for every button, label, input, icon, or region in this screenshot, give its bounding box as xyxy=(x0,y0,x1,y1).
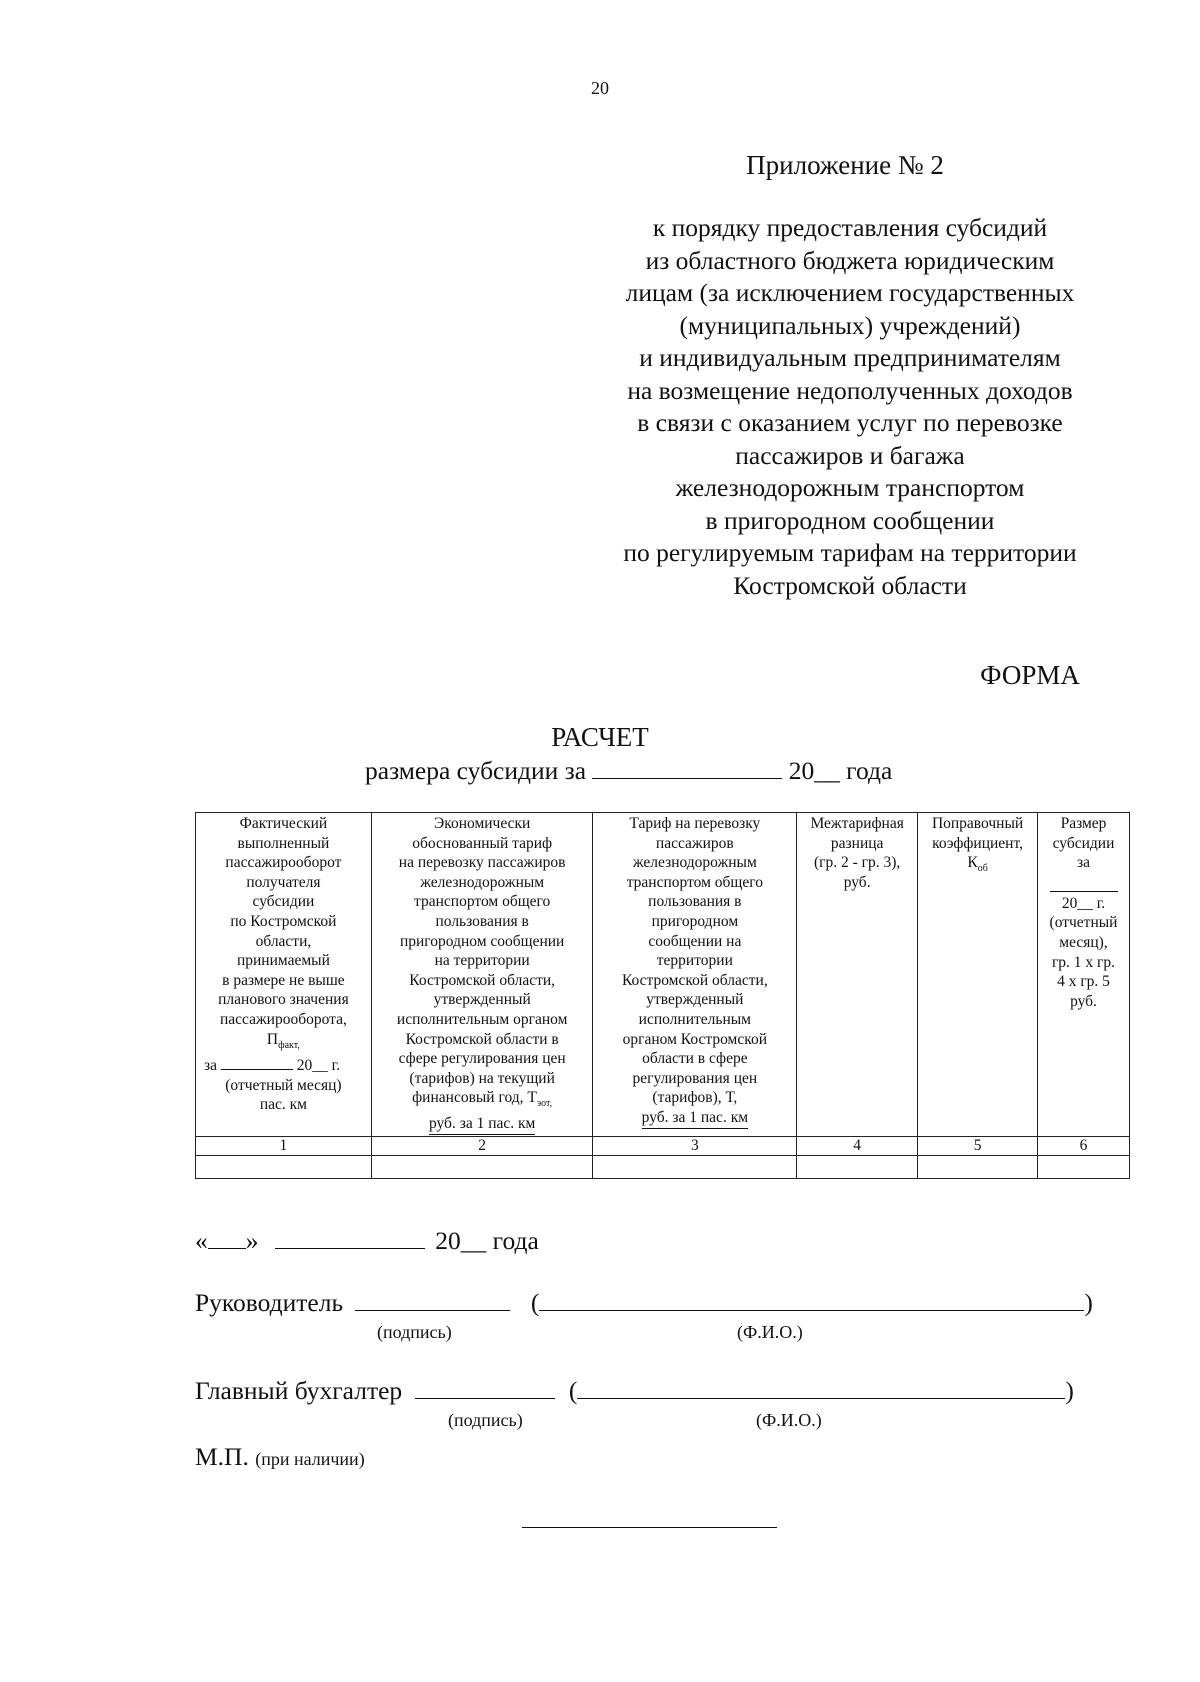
appendix-title: Приложение № 2 xyxy=(746,150,944,180)
header-line: Поправочный xyxy=(931,815,1024,832)
appendix-line: железнодорожным транспортом xyxy=(675,473,1025,502)
calculation-table xyxy=(195,812,1130,1179)
accountant-signature-blank[interactable] xyxy=(415,1378,555,1399)
header-col-3 xyxy=(593,813,797,1137)
head-name-caption: (Ф.И.О.) xyxy=(737,1322,803,1342)
header-symbol: $К_{об}$ xyxy=(967,854,988,875)
appendix-line: в пригородном сообщении xyxy=(705,505,995,535)
header-line: территории xyxy=(656,952,733,970)
header-line: утвержденный xyxy=(646,991,744,1009)
header-line: субсидии xyxy=(252,893,315,911)
header-line: руб. xyxy=(843,873,871,891)
header-line: Межтарифная xyxy=(810,815,904,832)
month-blank[interactable] xyxy=(1050,879,1118,892)
header-line: на территории xyxy=(434,952,530,970)
header-line: пассажирооборота, xyxy=(219,1010,347,1028)
data-cell[interactable] xyxy=(918,1155,1038,1178)
header-line: (тарифов), Т, xyxy=(652,1089,738,1107)
column-number: 6 xyxy=(1038,1136,1130,1155)
appendix-line: Костромской области xyxy=(733,570,967,600)
appendix-line: (муниципальных) учреждений) xyxy=(679,310,1021,340)
header-col-4 xyxy=(797,813,918,1137)
form-label: ФОРМА xyxy=(980,660,1080,690)
header-line: регулирования цен xyxy=(632,1069,758,1087)
calculation-title: РАСЧЕТ xyxy=(551,722,649,752)
header-line: планового значения xyxy=(218,991,349,1009)
header-unit: руб. за 1 пас. км xyxy=(595,1108,794,1129)
header-line: по Костромской xyxy=(230,912,337,930)
column-number: 5 xyxy=(918,1136,1038,1155)
header-line: Размер xyxy=(1060,815,1107,832)
appendix-line: пассажиров и багажа xyxy=(735,440,965,470)
appendix-line: по регулируемым тарифам на территории xyxy=(623,538,1077,567)
header-line: области, xyxy=(255,932,312,950)
header-line: принимаемый xyxy=(236,952,330,970)
header-line: (отчетный месяц) xyxy=(225,1076,342,1094)
header-line: субсидии xyxy=(1052,834,1115,852)
header-line: за xyxy=(1077,854,1091,872)
stamp-place xyxy=(195,1442,365,1472)
header-line: коэффициент, xyxy=(932,834,1023,852)
header-line: пользования в xyxy=(435,912,529,930)
header-line: сообщении на xyxy=(648,932,742,950)
header-line: исполнительным xyxy=(638,1010,751,1028)
header-line: в размере не выше xyxy=(222,971,345,989)
appendix-line: к порядку предоставления субсидий xyxy=(652,213,1048,242)
data-row xyxy=(196,1155,1130,1178)
header-line: Фактический xyxy=(239,815,328,832)
header-line: железнодорожным xyxy=(632,854,757,872)
column-number: 4 xyxy=(797,1136,918,1155)
header-col-1 xyxy=(196,813,372,1137)
header-col-6 xyxy=(1038,813,1130,1137)
page-number: 20 xyxy=(591,78,609,98)
header-line: (отчетный xyxy=(1049,914,1118,932)
month-blank[interactable] xyxy=(275,1228,425,1249)
header-line: Костромской области, xyxy=(621,971,768,989)
data-cell[interactable] xyxy=(1038,1155,1130,1178)
column-number: 2 xyxy=(371,1136,593,1155)
head-signature-caption: (подпись) xyxy=(377,1322,452,1342)
header-line: 4 х гр. 5 xyxy=(1057,973,1110,991)
data-cell[interactable] xyxy=(593,1155,797,1178)
header-line: Экономически xyxy=(433,815,531,832)
head-name-blank[interactable] xyxy=(539,1290,1084,1311)
head-label: Руководитель xyxy=(195,1288,344,1317)
header-line: (гр. 2 - гр. 3), xyxy=(813,854,901,872)
date-line: « » 20__ года xyxy=(195,1226,539,1255)
closing-rule xyxy=(522,1527,777,1528)
day-blank[interactable] xyxy=(208,1228,246,1249)
header-col-2 xyxy=(371,813,593,1137)
header-line: 20__ г. xyxy=(1061,894,1106,912)
calculation-subtitle xyxy=(365,756,892,786)
header-line: пригородном xyxy=(651,912,739,930)
appendix-line: из областного бюджета юридическим xyxy=(645,245,1055,275)
header-line: на перевозку пассажиров xyxy=(398,854,566,872)
accountant-name-caption: (Ф.И.О.) xyxy=(756,1410,822,1430)
accountant-label: Главный бухгалтер xyxy=(195,1376,403,1405)
header-line: транспортом общего xyxy=(626,873,763,891)
header-line: пользования в xyxy=(648,893,742,911)
head-signature-row: Руководитель ( ) xyxy=(195,1288,1093,1317)
appendix-line: лицам (за исключением государственных xyxy=(625,278,1075,307)
header-line: исполнительным органом xyxy=(396,1010,568,1028)
appendix-description xyxy=(600,212,1100,602)
header-line: транспортом общего xyxy=(414,893,551,911)
header-period: за 20__ г. xyxy=(204,1057,341,1075)
header-line: разница xyxy=(830,834,884,852)
header-line: месяц), xyxy=(1059,933,1108,951)
period-blank[interactable] xyxy=(592,758,782,779)
header-line: области в сфере xyxy=(642,1050,748,1068)
column-number: 1 xyxy=(196,1136,372,1155)
header-line: Костромской области, xyxy=(409,971,556,989)
appendix-line: на возмещение недополученных доходов xyxy=(627,375,1073,405)
header-line: органом Костромской xyxy=(622,1030,768,1048)
header-line: сфере регулирования цен xyxy=(398,1050,566,1068)
header-col-5 xyxy=(918,813,1038,1137)
header-unit: руб. за 1 пас. км xyxy=(374,1114,591,1135)
table-header-row xyxy=(196,813,1130,1137)
stamp-note: (при наличии) xyxy=(255,1449,365,1469)
month-blank[interactable] xyxy=(221,1055,293,1070)
header-line: (тарифов) на текущий xyxy=(409,1069,555,1087)
data-cell[interactable] xyxy=(797,1155,918,1178)
subtitle-year: 20__ года xyxy=(788,756,893,785)
stamp-label: М.П. xyxy=(195,1442,249,1471)
column-number-row xyxy=(196,1136,1130,1155)
appendix-line: в связи с оказанием услуг по перевозке xyxy=(637,408,1063,437)
header-line: гр. 1 х гр. xyxy=(1051,953,1116,971)
header-symbol: финансовый год, $Т_{эот,}$ xyxy=(412,1089,553,1110)
subtitle-prefix: размера субсидии за xyxy=(365,756,587,785)
appendix-line: и индивидуальным предпринимателям xyxy=(639,343,1061,372)
head-signature-blank[interactable] xyxy=(355,1290,510,1311)
header-line: пассажиров xyxy=(655,834,734,852)
data-cell[interactable] xyxy=(371,1155,593,1178)
accountant-signature-caption: (подпись) xyxy=(448,1410,523,1430)
header-line: обоснованный тариф xyxy=(412,834,553,852)
header-line: железнодорожным xyxy=(420,873,545,891)
header-line: Костромской области в xyxy=(405,1030,559,1048)
header-line: пассажирооборот xyxy=(225,854,342,872)
header-line: пас. км xyxy=(259,1096,307,1114)
header-line: руб. xyxy=(1070,992,1097,1010)
header-line: утвержденный xyxy=(433,991,531,1009)
header-line: получателя xyxy=(246,873,321,891)
accountant-signature-row: Главный бухгалтер ( ) xyxy=(195,1376,1074,1405)
header-line: выполненный xyxy=(237,834,330,852)
column-number: 3 xyxy=(593,1136,797,1155)
header-symbol: $П_{факт,}$ xyxy=(266,1030,300,1051)
accountant-name-blank[interactable] xyxy=(577,1378,1065,1399)
header-line: пригородном сообщении xyxy=(399,932,565,950)
data-cell[interactable] xyxy=(196,1155,372,1178)
header-line: Тариф на перевозку xyxy=(629,815,761,832)
